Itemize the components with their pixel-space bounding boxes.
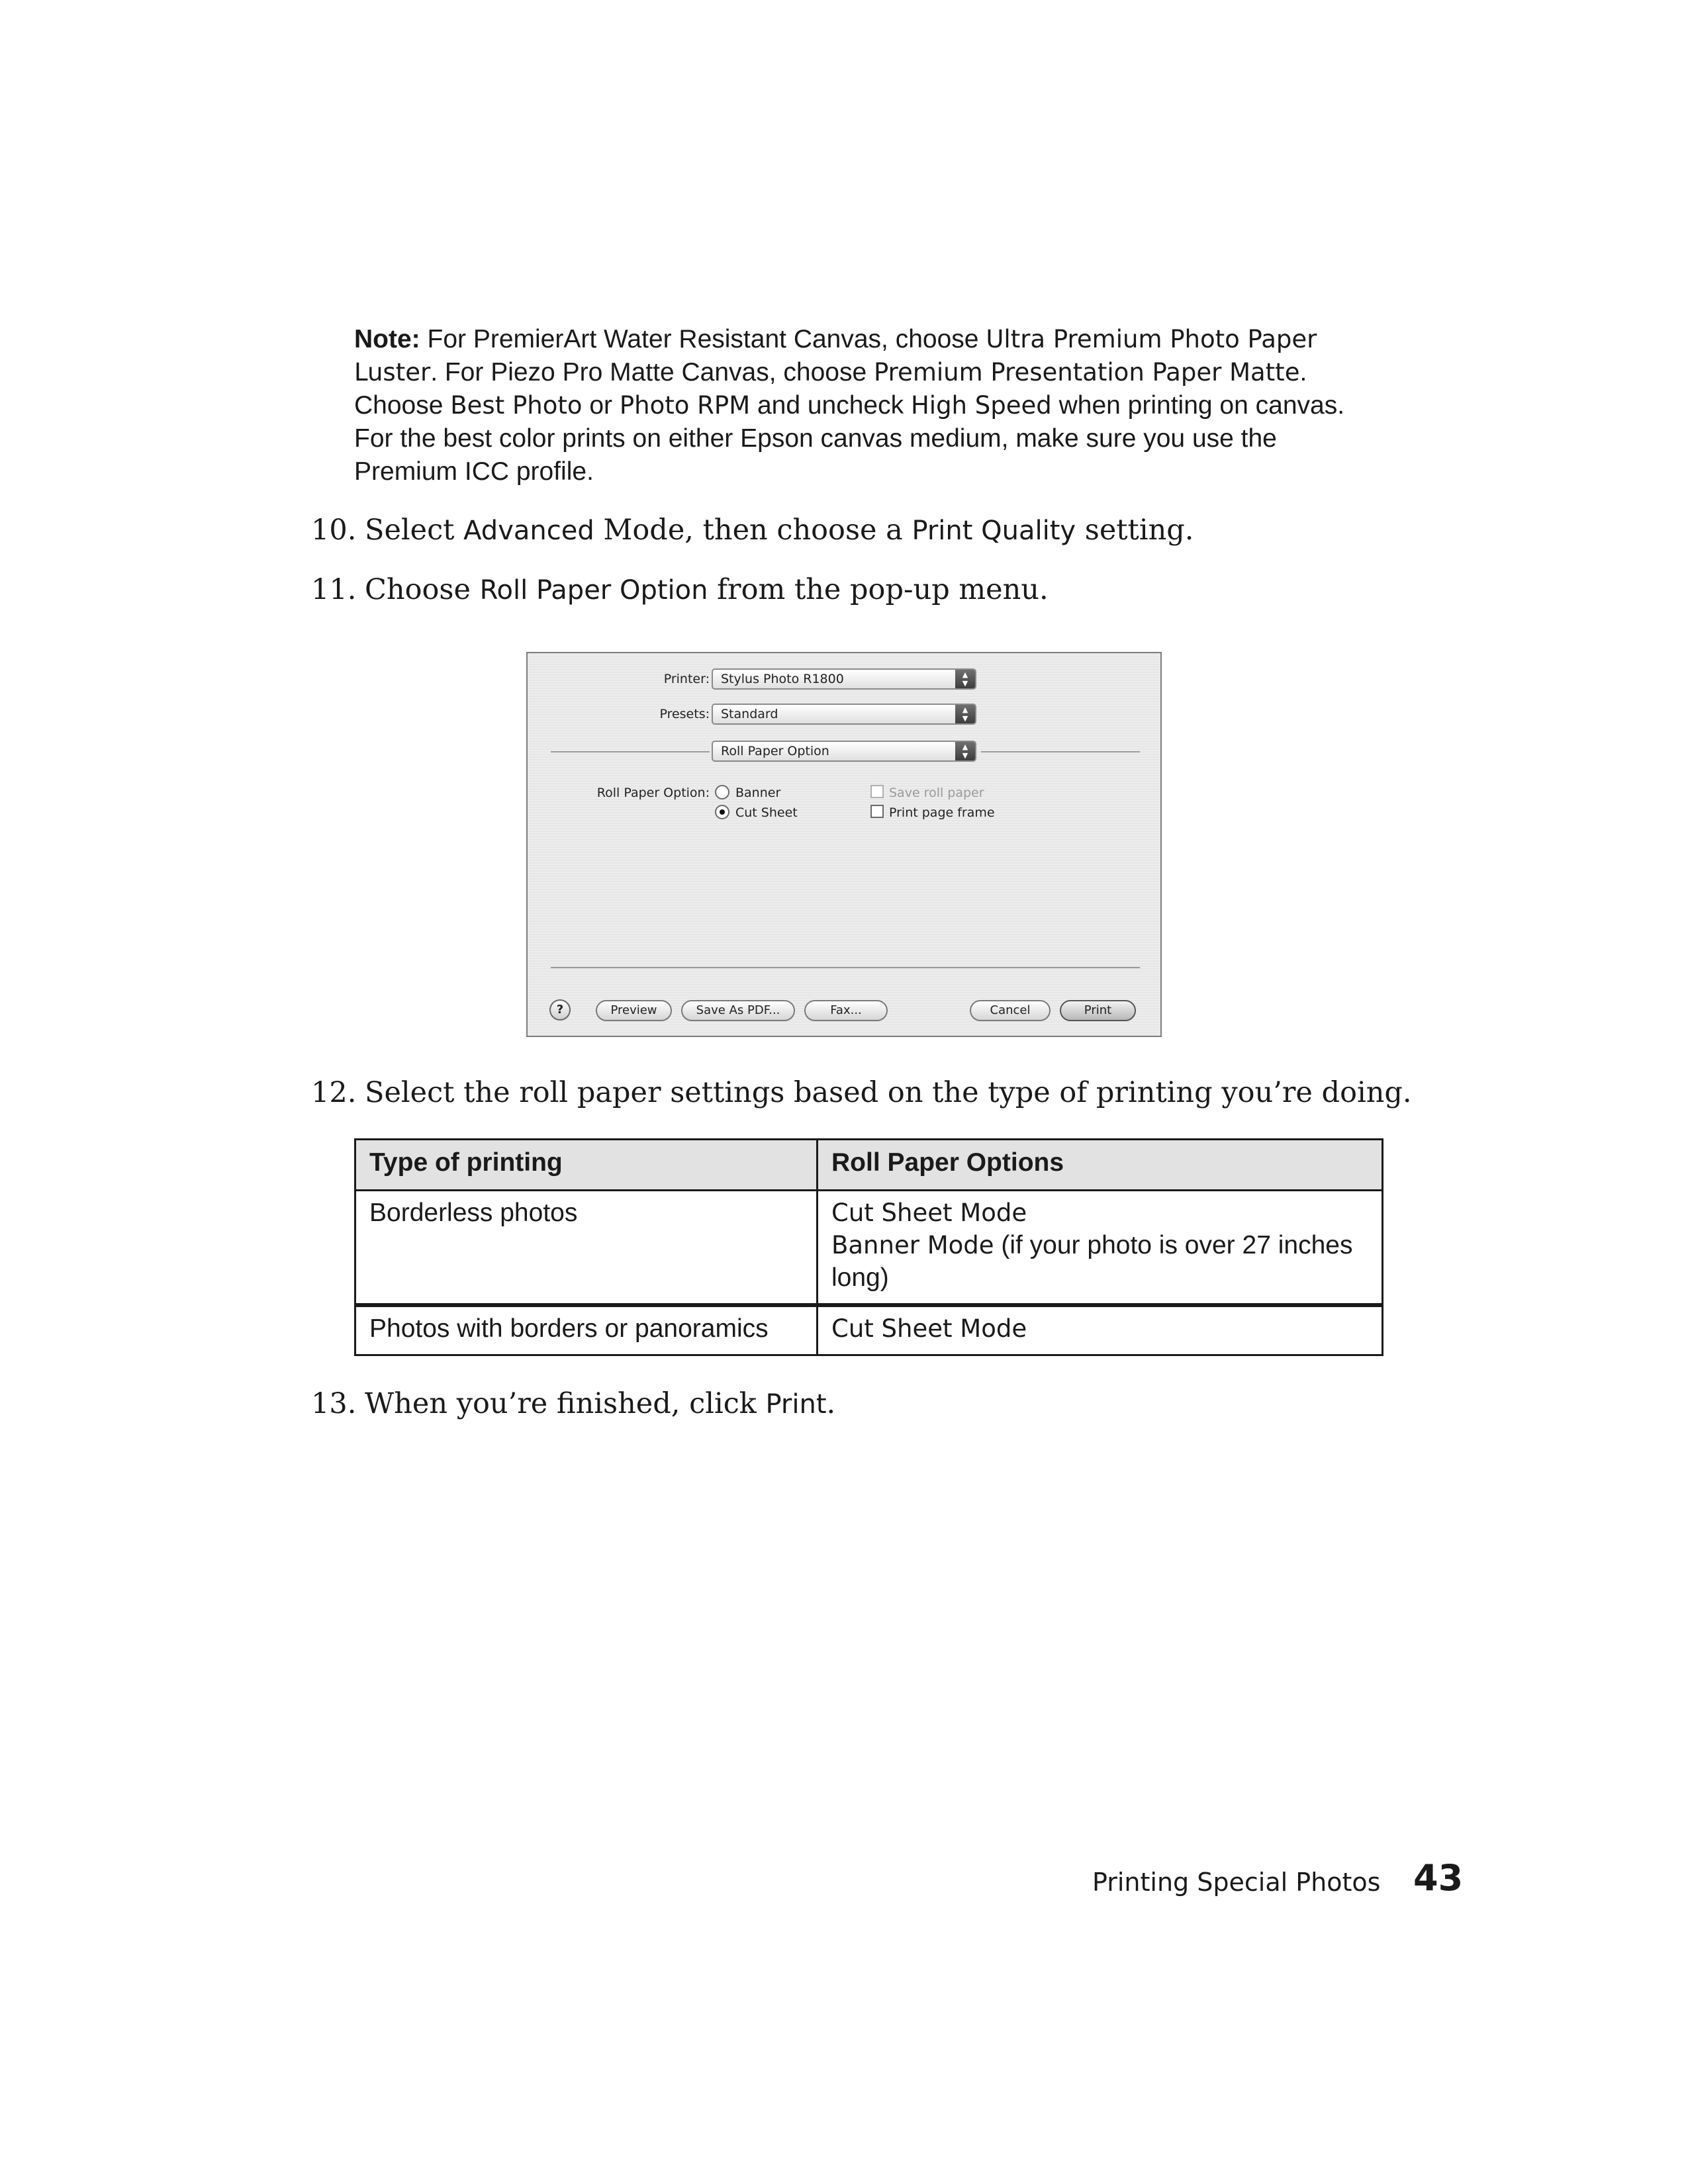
step-text: from the pop-up menu. — [708, 573, 1049, 606]
cell-options — [818, 1191, 1383, 1306]
printer-popup-value: Stylus Photo R1800 — [721, 672, 844, 686]
cancel-button[interactable]: Cancel — [970, 1000, 1051, 1021]
divider — [551, 967, 1140, 968]
panel-popup[interactable] — [712, 741, 976, 762]
roll-option-label: Roll Paper Option: — [596, 786, 710, 800]
help-button[interactable]: ? — [549, 999, 571, 1021]
divider — [981, 751, 1140, 752]
step-number: 13. — [311, 1387, 357, 1420]
note-highlight: Photo RPM — [619, 391, 751, 420]
note-highlight: Best Photo — [450, 391, 583, 420]
radio-selected-dot — [720, 809, 725, 815]
save-as-pdf-button[interactable]: Save As PDF... — [681, 1000, 795, 1021]
roll-paper-options-table — [354, 1138, 1383, 1356]
save-roll-paper-checkbox[interactable] — [870, 785, 884, 798]
step-11 — [311, 573, 1049, 606]
cell-type: Borderless photos — [355, 1191, 818, 1306]
print-page-frame-checkbox[interactable] — [870, 805, 884, 818]
option-text: Cut Sheet Mode — [831, 1314, 1027, 1343]
note-text: . Choose — [354, 358, 1307, 420]
step-highlight: Advanced — [463, 516, 594, 546]
note-highlight: Premium Presentation Paper Matte — [874, 358, 1300, 387]
note-text: or — [582, 391, 620, 420]
cell-options — [818, 1305, 1383, 1355]
presets-popup[interactable] — [712, 704, 976, 725]
divider — [551, 751, 710, 752]
fax-button[interactable]: Fax... — [804, 1000, 888, 1021]
cut-sheet-radio-label: Cut Sheet — [735, 805, 798, 820]
step-13 — [311, 1387, 835, 1420]
step-text: When you’re finished, click — [365, 1387, 766, 1420]
step-text: setting. — [1076, 514, 1194, 547]
option-text: Cut Sheet Mode — [831, 1199, 1027, 1227]
step-text: Select — [365, 514, 464, 547]
popup-arrows-icon: ▲ ▼ — [955, 742, 975, 760]
note-text: For PremierArt Water Resistant Canvas, choose — [420, 325, 986, 353]
step-highlight: Print — [765, 1389, 827, 1420]
banner-radio-label: Banner — [735, 786, 781, 800]
note-label: Note: — [354, 325, 420, 353]
table-row — [355, 1191, 1383, 1306]
note-highlight: High Speed — [910, 391, 1052, 420]
save-roll-paper-label: Save roll paper — [889, 786, 984, 800]
printer-label: Printer: — [663, 672, 710, 686]
step-highlight: Print Quality — [912, 516, 1076, 546]
printer-popup[interactable] — [712, 668, 976, 690]
print-page-frame-label: Print page frame — [889, 805, 995, 820]
section-title: Printing Special Photos — [1092, 1868, 1381, 1897]
presets-popup-value: Standard — [721, 707, 778, 721]
table-header-row — [355, 1140, 1383, 1191]
cell-type: Photos with borders or panoramics — [355, 1305, 818, 1355]
step-10 — [311, 514, 1194, 547]
step-number: 12. — [311, 1076, 357, 1109]
preview-button[interactable]: Preview — [596, 1000, 672, 1021]
step-number: 11. — [311, 573, 357, 606]
presets-label: Presets: — [659, 707, 710, 721]
table-row — [355, 1305, 1383, 1355]
print-button[interactable]: Print — [1060, 1000, 1136, 1021]
popup-arrows-icon: ▲ ▼ — [955, 705, 975, 723]
step-text: Mode, then choose a — [594, 514, 912, 547]
print-dialog — [526, 652, 1162, 1037]
step-text: Choose — [365, 573, 480, 606]
note-text: when printing on canvas. For the best color prints on either Epson canvas medium, make sure you use the Premium ICC profile. — [354, 391, 1345, 486]
panel-popup-value: Roll Paper Option — [721, 744, 829, 758]
step-text: Select the roll paper settings based on the type of printing you’re doing. — [365, 1076, 1412, 1109]
column-header-options: Roll Paper Options — [818, 1140, 1383, 1191]
page-number: 43 — [1413, 1857, 1464, 1899]
note-text: and uncheck — [750, 391, 911, 420]
step-highlight: Roll Paper Option — [479, 575, 708, 606]
note-text: . For Piezo Pro Matte Canvas, choose — [430, 358, 874, 387]
cut-sheet-radio[interactable] — [715, 805, 729, 819]
option-note: (if your photo is over 27 inches long) — [831, 1231, 1353, 1292]
step-12 — [311, 1076, 1412, 1109]
note-paragraph — [354, 323, 1387, 488]
note-highlight: Ultra Premium Photo Paper Luster — [354, 325, 1317, 387]
popup-arrows-icon: ▲ ▼ — [955, 670, 975, 688]
step-number: 10. — [311, 514, 357, 547]
step-text: . — [826, 1387, 836, 1420]
banner-radio[interactable] — [715, 785, 729, 799]
column-header-type: Type of printing — [355, 1140, 818, 1191]
option-text: Banner Mode — [831, 1231, 994, 1259]
